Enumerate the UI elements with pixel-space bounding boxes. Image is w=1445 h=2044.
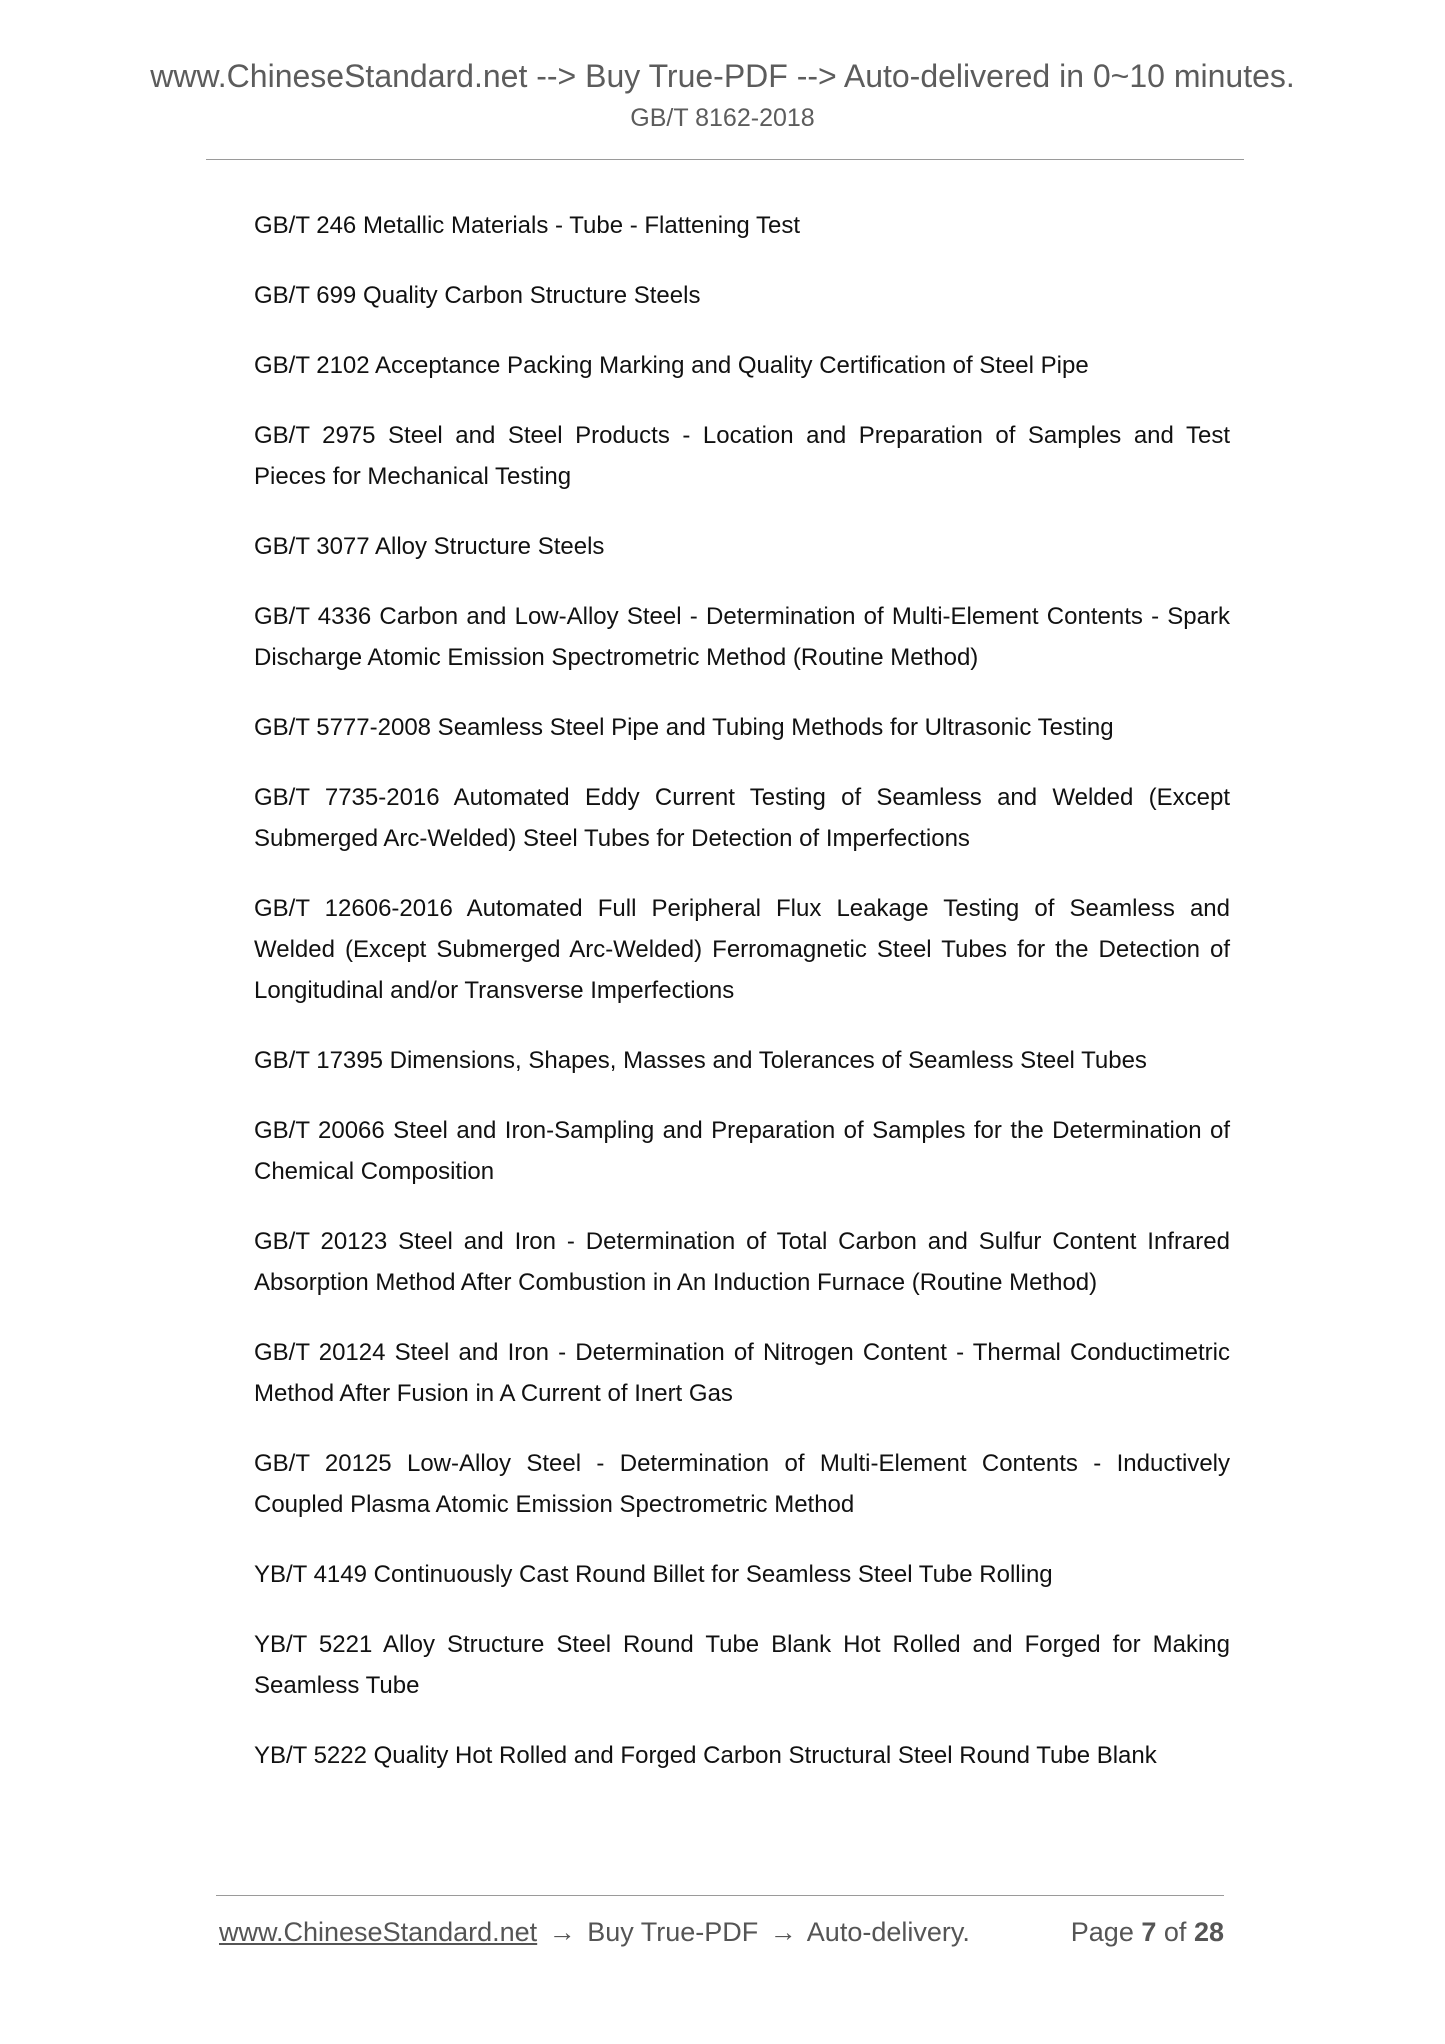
reference-item: GB/T 5777-2008 Seamless Steel Pipe and Tubing Methods for Ultrasonic Testing [254, 714, 1114, 741]
header-divider [206, 159, 1244, 160]
reference-item: GB/T 17395 Dimensions, Shapes, Masses and Tolerances of Seamless Steel Tubes [254, 1047, 1147, 1074]
arrow-right-icon: → [548, 1917, 576, 1947]
reference-item: GB/T 7735-2016 Automated Eddy Current Testing of Seamless and Welded (Except Submerged Arc-Welded) Steel Tubes for Detection of Imperfections [254, 784, 1230, 852]
reference-item: YB/T 4149 Continuously Cast Round Billet for Seamless Steel Tube Rolling [254, 1561, 1053, 1588]
reference-item: GB/T 20123 Steel and Iron - Determination of Total Carbon and Sulfur Content Infrared Absorption Method After Combustion in An Induction Furnace (Routine Method) [254, 1228, 1230, 1296]
current-page-number: 7 [1141, 1917, 1157, 1947]
reference-item: GB/T 2102 Acceptance Packing Marking and Quality Certification of Steel Pipe [254, 352, 1089, 379]
page-header [0, 55, 1445, 135]
buy-pdf-text: Buy True-PDF [587, 1917, 759, 1947]
page-footer [219, 1915, 1224, 1949]
reference-item: GB/T 699 Quality Carbon Structure Steels [254, 282, 701, 309]
page-indicator [1071, 1915, 1224, 1949]
footer-divider [216, 1895, 1224, 1896]
page-label: Page [1070, 1917, 1134, 1947]
total-pages-number: 28 [1193, 1917, 1224, 1947]
normative-references-list [254, 205, 1230, 1805]
reference-item: GB/T 2975 Steel and Steel Products - Location and Preparation of Samples and Test Pieces for Mechanical Testing [254, 422, 1230, 490]
header-banner: www.ChineseStandard.net --> Buy True-PDF --> Auto-delivered in 0~10 minutes. [150, 58, 1295, 94]
delivery-text: Auto-delivery. [806, 1917, 970, 1947]
document-number: GB/T 8162-2018 [630, 104, 815, 132]
reference-item: GB/T 12606-2016 Automated Full Peripheral Flux Leakage Testing of Seamless and Welded (Except Submerged Arc-Welded) Ferromagnetic Steel Tubes for the Detection of Longitudinal and/or Transverse Imperfections [254, 895, 1230, 1004]
website-link[interactable]: www.ChineseStandard.net [219, 1917, 538, 1947]
reference-item: GB/T 246 Metallic Materials - Tube - Flattening Test [254, 212, 801, 239]
reference-item: GB/T 20124 Steel and Iron - Determination of Nitrogen Content - Thermal Conductimetric Method After Fusion in A Current of Inert Gas [254, 1339, 1230, 1407]
of-label: of [1163, 1917, 1187, 1947]
reference-item: YB/T 5221 Alloy Structure Steel Round Tube Blank Hot Rolled and Forged for Making Seamless Tube [254, 1631, 1230, 1699]
reference-item: YB/T 5222 Quality Hot Rolled and Forged Carbon Structural Steel Round Tube Blank [254, 1742, 1157, 1769]
reference-item: GB/T 20125 Low-Alloy Steel - Determination of Multi-Element Contents - Inductively Coupled Plasma Atomic Emission Spectrometric Method [254, 1450, 1230, 1518]
arrow-right-icon: → [769, 1917, 797, 1947]
reference-item: GB/T 3077 Alloy Structure Steels [254, 533, 605, 560]
reference-item: GB/T 4336 Carbon and Low-Alloy Steel - Determination of Multi-Element Contents - Spark Discharge Atomic Emission Spectrometric Method (Routine Method) [254, 603, 1230, 671]
footer-promo [219, 1915, 970, 1949]
reference-item: GB/T 20066 Steel and Iron-Sampling and Preparation of Samples for the Determination of Chemical Composition [254, 1117, 1230, 1185]
